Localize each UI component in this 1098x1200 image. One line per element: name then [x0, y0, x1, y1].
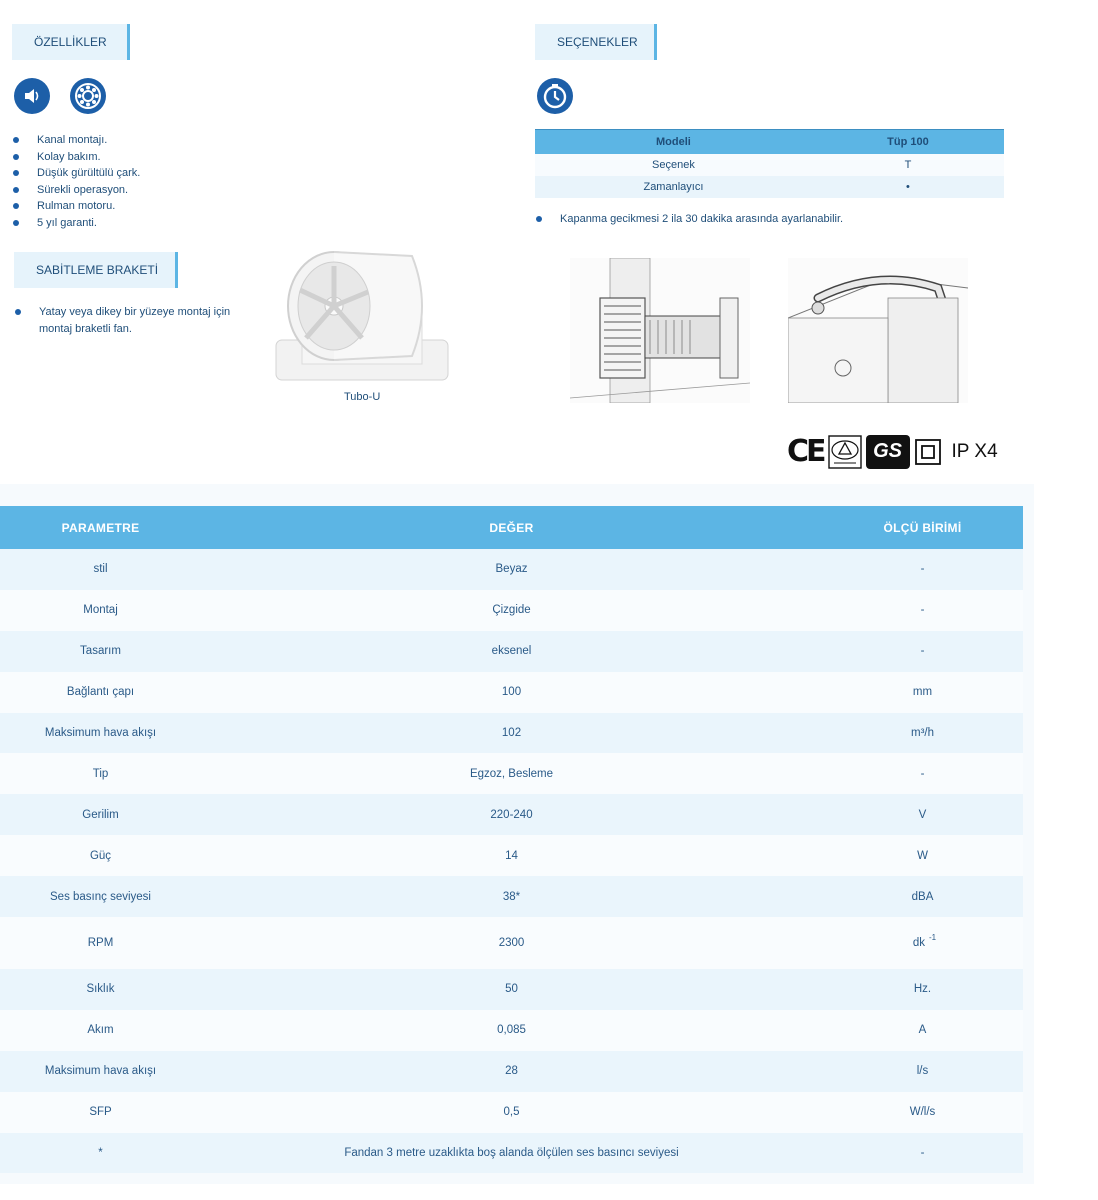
list-item: Düşük gürültülü çark.: [12, 165, 252, 182]
table-cell: 38*: [201, 876, 822, 917]
table-row: [0, 590, 1023, 631]
table-cell: stil: [0, 549, 201, 590]
bracket-list: [14, 304, 254, 337]
table-cell: 50: [201, 969, 822, 1010]
list-item: Kolay bakım.: [12, 149, 252, 166]
table-cell: 2300: [201, 917, 822, 969]
table-cell: Fandan 3 metre uzaklıkta boş alanda ölçülen ses basıncı seviyesi: [201, 1133, 822, 1174]
table-row: [0, 1051, 1023, 1092]
table-cell: Zamanlayıcı: [535, 176, 812, 198]
installation-drawing-wall: [570, 258, 750, 403]
table-cell: Tasarım: [0, 631, 201, 672]
bracket-tab: [14, 252, 178, 288]
options-title: SEÇENEKLER: [557, 35, 638, 49]
table-cell: Çizgide: [201, 590, 822, 631]
table-row: [0, 876, 1023, 917]
table-cell: dBA: [822, 876, 1023, 917]
table-cell: -: [822, 590, 1023, 631]
table-cell: Bağlantı çapı: [0, 672, 201, 713]
table-cell: 100: [201, 672, 822, 713]
table-cell: -: [822, 753, 1023, 794]
table-row: [0, 1092, 1023, 1133]
table-row: [0, 835, 1023, 876]
speaker-icon: [14, 78, 50, 114]
table-cell: Güç: [0, 835, 201, 876]
table-cell: Tip: [0, 753, 201, 794]
table-cell: -: [822, 549, 1023, 590]
options-tab: [535, 24, 657, 60]
table-cell: Montaj: [0, 590, 201, 631]
table-cell: Beyaz: [201, 549, 822, 590]
certification-marks: [787, 434, 998, 469]
table-row: [0, 1133, 1023, 1174]
ce-mark-icon: CE: [787, 434, 824, 469]
double-insulation-icon: [914, 438, 942, 466]
table-cell: 0,085: [201, 1010, 822, 1051]
product-caption: Tubo-U: [344, 391, 381, 403]
features-tab: [12, 24, 130, 60]
table-cell: A: [822, 1010, 1023, 1051]
table-cell: 14: [201, 835, 822, 876]
table-cell: Hz.: [822, 969, 1023, 1010]
options-list: [535, 211, 995, 228]
table-cell: -: [822, 631, 1023, 672]
features-list: [12, 132, 252, 231]
table-cell: 102: [201, 713, 822, 754]
table-cell: 220-240: [201, 794, 822, 835]
table-cell: SFP: [0, 1092, 201, 1133]
table-row: [0, 672, 1023, 713]
gs-mark-icon: [866, 435, 910, 469]
table-row: [535, 154, 1004, 176]
options-table: [535, 129, 1004, 198]
bearing-icon: [70, 78, 106, 114]
table-cell: •: [812, 176, 1004, 198]
table-row: [0, 969, 1023, 1010]
options-header-value: Tüp 100: [812, 130, 1004, 154]
table-cell: [822, 917, 1023, 969]
table-row: [0, 713, 1023, 754]
table-cell: 0,5: [201, 1092, 822, 1133]
table-row: [0, 549, 1023, 590]
table-cell: W/l/s: [822, 1092, 1023, 1133]
options-header-model: Modeli: [535, 130, 812, 154]
installation-drawing-ceiling: [788, 258, 968, 403]
timer-icon: [537, 78, 573, 114]
rpm-unit-superscript: -1: [929, 933, 937, 943]
table-cell: *: [0, 1133, 201, 1174]
table-cell: m³/h: [822, 713, 1023, 754]
table-cell: Seçenek: [535, 154, 812, 176]
spec-header-value: DEĞER: [201, 506, 822, 549]
table-row: [0, 1010, 1023, 1051]
table-cell: Sıklık: [0, 969, 201, 1010]
table-cell: T: [812, 154, 1004, 176]
table-cell: Akım: [0, 1010, 201, 1051]
table-cell: eksenel: [201, 631, 822, 672]
table-cell: Maksimum hava akışı: [0, 1051, 201, 1092]
spec-header-parameter: PARAMETRE: [0, 506, 201, 549]
list-item: Kapanma gecikmesi 2 ila 30 dakika arasında ayarlanabilir.: [535, 211, 995, 228]
table-cell: -: [822, 1133, 1023, 1174]
list-item: Rulman motoru.: [12, 198, 252, 215]
list-item: Yatay veya dikey bir yüzeye montaj için montaj braketli fan.: [14, 304, 254, 337]
table-cell: l/s: [822, 1051, 1023, 1092]
table-cell: Ses basınç seviyesi: [0, 876, 201, 917]
table-cell: mm: [822, 672, 1023, 713]
ip-rating: IP X4: [951, 440, 998, 462]
table-row: [535, 176, 1004, 198]
rpm-unit: dk: [912, 937, 926, 950]
table-cell: W: [822, 835, 1023, 876]
product-image: [272, 244, 452, 389]
list-item: Kanal montajı.: [12, 132, 252, 149]
features-title: ÖZELLİKLER: [34, 35, 107, 49]
list-item: Sürekli operasyon.: [12, 182, 252, 199]
table-cell: Maksimum hava akışı: [0, 713, 201, 754]
spec-table: [0, 506, 1023, 1173]
gs-mark-text: GS: [873, 440, 902, 462]
list-item: 5 yıl garanti.: [12, 215, 252, 232]
table-row: [0, 917, 1023, 969]
table-row: [0, 753, 1023, 794]
table-cell: V: [822, 794, 1023, 835]
bracket-title: SABİTLEME BRAKETİ: [36, 263, 159, 277]
table-row: [0, 794, 1023, 835]
spec-header-unit: ÖLÇÜ BİRİMİ: [822, 506, 1023, 549]
table-cell: 28: [201, 1051, 822, 1092]
table-cell: RPM: [0, 917, 201, 969]
table-row: [0, 631, 1023, 672]
table-cell: Egzoz, Besleme: [201, 753, 822, 794]
safety-tested-icon: [828, 435, 862, 469]
table-cell: Gerilim: [0, 794, 201, 835]
